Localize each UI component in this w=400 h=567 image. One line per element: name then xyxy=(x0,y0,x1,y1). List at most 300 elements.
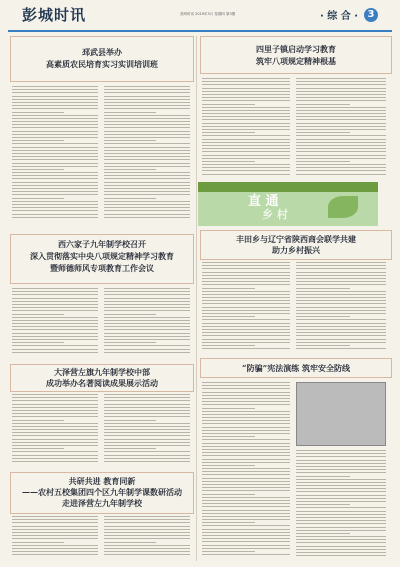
body-text-line xyxy=(202,326,290,327)
body-text-line xyxy=(12,545,98,546)
body-text-line xyxy=(202,107,290,108)
body-text-line xyxy=(12,317,98,318)
body-text-line xyxy=(12,404,98,405)
body-text-line xyxy=(104,400,190,401)
body-text-line xyxy=(202,265,290,266)
article-7-body-left xyxy=(202,382,290,560)
article-7-headline-1: “防骗”宪法演练 筑牢安全防线 xyxy=(242,363,350,373)
body-text-line xyxy=(104,182,190,183)
body-text-line xyxy=(296,527,386,528)
body-text-line xyxy=(296,517,386,518)
body-text-line xyxy=(104,352,190,353)
body-text-line xyxy=(202,417,290,418)
body-text-line xyxy=(296,94,386,95)
body-text-line xyxy=(104,288,190,289)
body-text-line xyxy=(202,84,290,85)
body-text-line xyxy=(202,519,290,520)
body-text-line xyxy=(202,78,290,79)
body-text-line xyxy=(296,523,386,524)
body-text-line xyxy=(202,142,290,143)
body-text-line xyxy=(202,510,290,511)
body-text-line xyxy=(12,461,98,462)
body-text-line xyxy=(202,538,290,539)
body-text-line xyxy=(202,345,255,346)
body-text-line xyxy=(104,410,190,411)
article-4-body-right xyxy=(104,516,190,560)
body-text-line xyxy=(202,332,290,333)
body-text-line xyxy=(202,313,290,314)
section-label: · 综 合 · xyxy=(320,11,359,22)
body-text-line xyxy=(202,420,290,421)
body-text-line xyxy=(12,339,98,340)
body-text-line xyxy=(296,453,386,454)
body-text-line xyxy=(104,102,190,103)
body-text-line xyxy=(12,320,98,321)
body-text-line xyxy=(202,329,290,330)
body-text-line xyxy=(202,452,290,453)
body-text-line xyxy=(202,490,290,491)
body-text-line xyxy=(12,397,98,398)
body-text-line xyxy=(12,150,98,151)
body-text-line xyxy=(104,423,190,424)
body-text-line xyxy=(296,281,386,282)
body-text-line xyxy=(202,139,290,140)
body-text-line xyxy=(104,314,156,315)
banner-line-1: 直 通 xyxy=(248,194,279,209)
body-text-line xyxy=(104,522,190,523)
body-text-line xyxy=(104,121,190,122)
body-text-line xyxy=(104,461,190,462)
body-text-line xyxy=(202,392,290,393)
body-text-line xyxy=(104,439,190,440)
body-text-line xyxy=(12,89,98,90)
body-text-line xyxy=(202,465,255,466)
body-text-line xyxy=(296,161,350,162)
article-4-headline-2: ——农村五校集团四个区九年制学课数研活动 xyxy=(22,487,182,497)
body-text-line xyxy=(296,84,386,85)
article-6-body-left xyxy=(202,262,290,354)
body-text-line xyxy=(12,458,98,459)
article-5-headline-2: 筑牢八项规定精神根基 xyxy=(256,56,336,66)
body-text-line xyxy=(296,262,386,263)
article-7-body-right xyxy=(296,450,386,560)
body-text-line xyxy=(12,134,98,135)
body-text-line xyxy=(104,535,190,536)
body-text-line xyxy=(104,105,190,106)
body-text-line xyxy=(202,284,290,285)
body-text-line xyxy=(104,140,156,141)
body-text-line xyxy=(296,104,350,105)
body-text-line xyxy=(202,126,290,127)
body-text-line xyxy=(202,535,290,536)
body-text-line xyxy=(202,275,290,276)
body-text-line xyxy=(104,345,190,346)
body-text-line xyxy=(296,110,386,111)
body-text-line xyxy=(12,352,98,353)
body-text-line xyxy=(12,519,98,520)
body-text-line xyxy=(202,395,290,396)
article-1-body-right xyxy=(104,86,190,222)
body-text-line xyxy=(202,148,290,149)
body-text-line xyxy=(12,314,64,315)
article-1-headline-box xyxy=(10,36,194,82)
body-text-line xyxy=(104,207,190,208)
body-text-line xyxy=(296,511,386,512)
newspaper-header xyxy=(0,0,400,30)
body-text-line xyxy=(104,404,190,405)
body-text-line xyxy=(202,500,290,501)
body-text-line xyxy=(104,394,190,395)
body-text-line xyxy=(12,394,98,395)
body-text-line xyxy=(296,129,386,130)
body-text-line xyxy=(104,86,190,87)
body-text-line xyxy=(12,410,98,411)
body-text-line xyxy=(296,142,386,143)
article-4-body-left xyxy=(12,516,98,560)
body-text-line xyxy=(202,427,290,428)
body-text-line xyxy=(296,307,386,308)
body-text-line xyxy=(12,210,98,211)
body-text-line xyxy=(296,533,350,534)
body-text-line xyxy=(202,423,290,424)
body-text-line xyxy=(202,342,290,343)
body-text-line xyxy=(296,151,386,152)
body-text-line xyxy=(202,487,290,488)
body-text-line xyxy=(12,326,98,327)
body-text-line xyxy=(296,174,386,175)
body-text-line xyxy=(296,135,386,136)
body-text-line xyxy=(12,175,98,176)
body-text-line xyxy=(12,435,98,436)
body-text-line xyxy=(12,166,98,167)
body-text-line xyxy=(12,96,98,97)
body-text-line xyxy=(296,288,350,289)
body-text-line xyxy=(12,442,98,443)
body-text-line xyxy=(296,132,350,133)
article-4-headline-1: 共研共进 教育同新 xyxy=(68,476,136,486)
body-text-line xyxy=(12,323,98,324)
body-text-line xyxy=(12,304,98,305)
body-text-line xyxy=(296,167,386,168)
body-text-line xyxy=(202,158,290,159)
body-text-line xyxy=(104,134,190,135)
body-text-line xyxy=(104,548,190,549)
body-text-line xyxy=(296,514,386,515)
body-text-line xyxy=(104,442,190,443)
body-text-line xyxy=(104,416,190,417)
body-text-line xyxy=(12,86,98,87)
body-text-line xyxy=(202,474,290,475)
body-text-line xyxy=(104,127,190,128)
body-text-line xyxy=(202,529,290,530)
body-text-line xyxy=(202,411,290,412)
body-text-line xyxy=(12,102,98,103)
body-text-line xyxy=(104,420,156,421)
body-text-line xyxy=(202,414,290,415)
body-text-line xyxy=(296,275,386,276)
body-text-line xyxy=(12,169,64,170)
article-6-headline-1: 丰田乡与辽宁省陕西商会联学共建 xyxy=(236,234,356,244)
body-text-line xyxy=(104,323,190,324)
body-text-line xyxy=(202,484,290,485)
body-text-line xyxy=(202,262,290,263)
body-text-line xyxy=(296,97,386,98)
body-text-line xyxy=(12,156,98,157)
body-text-line xyxy=(202,316,255,317)
body-text-line xyxy=(296,546,386,547)
body-text-line xyxy=(104,551,190,552)
body-text-line xyxy=(296,482,386,483)
body-text-line xyxy=(296,469,386,470)
page-number: 3 xyxy=(364,8,378,22)
body-text-line xyxy=(202,455,290,456)
body-text-line xyxy=(104,445,190,446)
body-text-line xyxy=(296,466,386,467)
body-text-line xyxy=(12,345,98,346)
body-text-line xyxy=(296,456,386,457)
body-text-line xyxy=(202,81,290,82)
body-text-line xyxy=(12,124,98,125)
body-text-line xyxy=(296,507,386,508)
masthead: 彭城时讯 xyxy=(22,6,87,24)
body-text-line xyxy=(12,288,98,289)
body-text-line xyxy=(202,525,290,526)
body-text-line xyxy=(12,214,98,215)
body-text-line xyxy=(202,88,290,89)
body-text-line xyxy=(202,294,290,295)
body-text-line xyxy=(202,398,290,399)
banner-line-2: 乡 村 xyxy=(262,208,288,221)
body-text-line xyxy=(12,118,98,119)
body-text-line xyxy=(296,316,350,317)
body-text-line xyxy=(12,140,64,141)
body-text-line xyxy=(104,214,190,215)
body-text-line xyxy=(104,538,190,539)
body-text-line xyxy=(202,436,255,437)
body-text-line xyxy=(104,397,190,398)
body-text-line xyxy=(296,145,386,146)
article-4-headline-3: 走进泽营左九年制学校 xyxy=(62,498,142,508)
body-text-line xyxy=(296,313,386,314)
body-text-line xyxy=(296,555,386,556)
body-text-line xyxy=(12,554,98,555)
body-text-line xyxy=(202,135,290,136)
body-text-line xyxy=(12,99,98,100)
article-6-headline-2: 助力乡村振兴 xyxy=(272,245,320,255)
body-text-line xyxy=(12,516,98,517)
body-text-line xyxy=(202,335,290,336)
body-text-line xyxy=(12,349,98,350)
body-text-line xyxy=(104,320,190,321)
body-text-line xyxy=(12,298,98,299)
body-text-line xyxy=(104,407,190,408)
body-text-line xyxy=(104,124,190,125)
body-text-line xyxy=(296,460,386,461)
body-text-line xyxy=(202,323,290,324)
body-text-line xyxy=(202,404,290,405)
body-text-line xyxy=(12,526,98,527)
body-text-line xyxy=(104,294,190,295)
body-text-line xyxy=(12,198,64,199)
body-text-line xyxy=(104,526,190,527)
body-text-line xyxy=(12,336,98,337)
body-text-line xyxy=(104,89,190,90)
body-text-line xyxy=(104,458,190,459)
body-text-line xyxy=(12,429,98,430)
body-text-line xyxy=(12,333,98,334)
body-text-line xyxy=(296,504,350,505)
body-text-line xyxy=(104,201,190,202)
article-5-body-left xyxy=(202,78,290,178)
body-text-line xyxy=(202,272,290,273)
body-text-line xyxy=(12,159,98,160)
body-text-line xyxy=(104,435,190,436)
body-text-line xyxy=(104,118,190,119)
body-text-line xyxy=(104,112,156,113)
article-1-headline-1: 邳武县举办 xyxy=(82,47,122,57)
body-text-line xyxy=(104,532,190,533)
body-text-line xyxy=(202,554,290,555)
article-2-body-left xyxy=(12,288,98,358)
article-3-body-left xyxy=(12,394,98,466)
body-text-line xyxy=(202,446,290,447)
article-7-headline-box xyxy=(200,358,392,378)
body-text-line xyxy=(12,137,98,138)
body-text-line xyxy=(104,448,156,449)
body-text-line xyxy=(104,99,190,100)
body-text-line xyxy=(104,166,190,167)
body-text-line xyxy=(296,284,386,285)
body-text-line xyxy=(296,536,386,537)
body-text-line xyxy=(12,301,98,302)
body-text-line xyxy=(296,139,386,140)
body-text-line xyxy=(104,185,190,186)
body-text-line xyxy=(12,529,98,530)
body-text-line xyxy=(296,100,386,101)
body-text-line xyxy=(12,532,98,533)
direct-to-village-banner xyxy=(198,182,378,226)
body-text-line xyxy=(202,278,290,279)
body-text-line xyxy=(202,522,255,523)
body-text-line xyxy=(12,448,64,449)
body-text-line xyxy=(202,443,290,444)
body-text-line xyxy=(12,455,98,456)
body-text-line xyxy=(104,329,190,330)
body-text-line xyxy=(202,319,290,320)
body-text-line xyxy=(202,548,290,549)
body-text-line xyxy=(12,426,98,427)
body-text-line xyxy=(202,145,290,146)
body-text-line xyxy=(296,319,386,320)
body-text-line xyxy=(202,151,290,152)
body-text-line xyxy=(296,530,386,531)
body-text-line xyxy=(12,551,98,552)
body-text-line xyxy=(104,131,190,132)
body-text-line xyxy=(202,459,290,460)
body-text-line xyxy=(202,388,290,389)
body-text-line xyxy=(202,94,290,95)
body-text-line xyxy=(202,164,290,165)
body-text-line xyxy=(104,298,190,299)
article-3-headline-2: 成功举办名著阅读成果展示活动 xyxy=(46,378,158,388)
article-2-headline-2: 深入贯彻落实中央八项规定精神学习教育 xyxy=(30,251,174,261)
article-5-headline-box xyxy=(200,36,392,74)
body-text-line xyxy=(12,542,64,543)
body-text-line xyxy=(12,310,98,311)
body-text-line xyxy=(202,348,290,349)
body-text-line xyxy=(12,445,98,446)
body-text-line xyxy=(104,310,190,311)
body-text-line xyxy=(12,194,98,195)
body-text-line xyxy=(12,115,98,116)
body-text-line xyxy=(296,552,386,553)
body-text-line xyxy=(202,307,290,308)
body-text-line xyxy=(296,539,386,540)
body-text-line xyxy=(296,345,350,346)
body-text-line xyxy=(104,115,190,116)
body-text-line xyxy=(104,204,190,205)
body-text-line xyxy=(296,348,386,349)
body-text-line xyxy=(104,291,190,292)
body-text-line xyxy=(104,429,190,430)
body-text-line xyxy=(296,116,386,117)
body-text-line xyxy=(202,449,290,450)
body-text-line xyxy=(104,169,156,170)
body-text-line xyxy=(104,92,190,93)
body-text-line xyxy=(202,468,290,469)
body-text-line xyxy=(202,513,290,514)
body-text-line xyxy=(12,342,64,343)
body-text-line xyxy=(296,78,386,79)
body-text-line xyxy=(296,450,386,451)
article-6-headline-box xyxy=(200,230,392,260)
body-text-line xyxy=(104,188,190,189)
body-text-line xyxy=(12,451,98,452)
body-text-line xyxy=(296,501,386,502)
body-text-line xyxy=(202,439,290,440)
body-text-line xyxy=(12,407,98,408)
body-text-line xyxy=(104,554,190,555)
body-text-line xyxy=(202,174,290,175)
body-text-line xyxy=(202,382,290,383)
body-text-line xyxy=(296,485,386,486)
body-text-line xyxy=(104,307,190,308)
body-text-line xyxy=(202,503,290,504)
body-text-line xyxy=(104,96,190,97)
body-text-line xyxy=(12,163,98,164)
body-text-line xyxy=(296,498,386,499)
body-text-line xyxy=(296,491,386,492)
body-text-line xyxy=(202,303,290,304)
body-text-line xyxy=(104,455,190,456)
body-text-line xyxy=(104,529,190,530)
body-text-line xyxy=(202,161,255,162)
body-text-line xyxy=(12,147,98,148)
body-text-line xyxy=(296,170,386,171)
body-text-line xyxy=(296,339,386,340)
body-text-line xyxy=(202,291,290,292)
body-text-line xyxy=(202,506,290,507)
body-text-line xyxy=(296,310,386,311)
body-text-line xyxy=(104,153,190,154)
body-text-line xyxy=(12,172,98,173)
body-text-line xyxy=(202,532,290,533)
body-text-line xyxy=(12,535,98,536)
body-text-line xyxy=(12,127,98,128)
body-text-line xyxy=(296,326,386,327)
body-text-line xyxy=(12,522,98,523)
body-text-line xyxy=(104,542,156,543)
